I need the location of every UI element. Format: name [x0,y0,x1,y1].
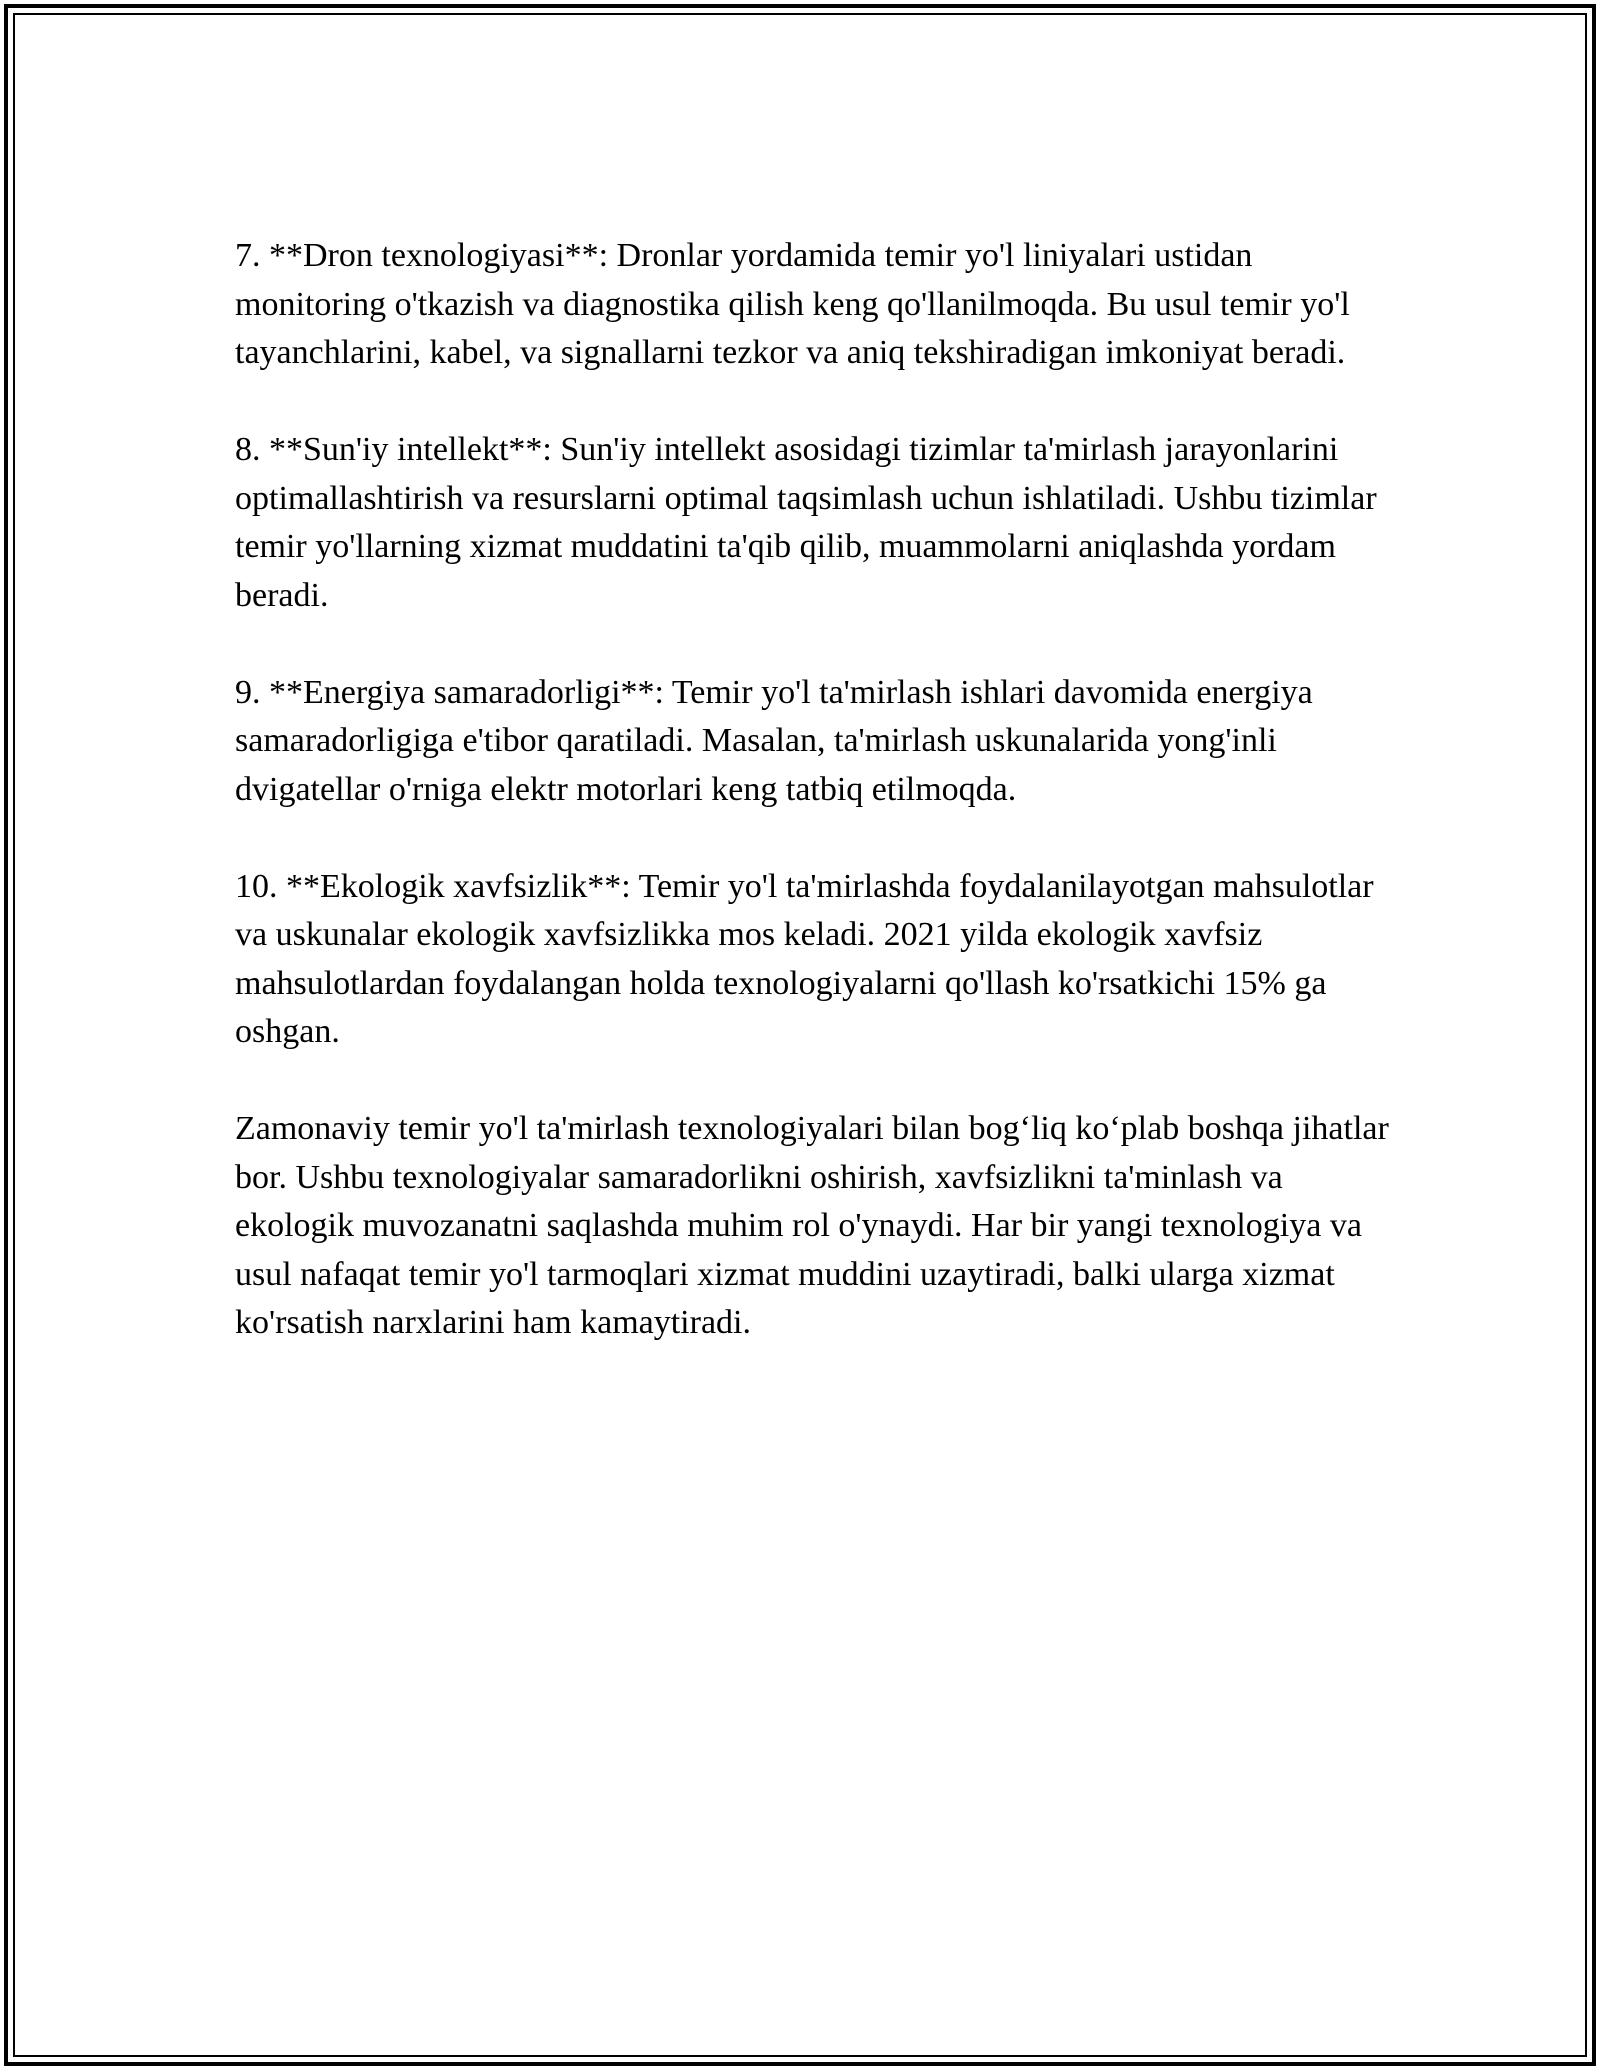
paragraph-conclusion: Zamonaviy temir yo'l ta'mirlash texnologiyalari bilan bog‘liq ko‘plab boshqa jihatlar bor. Ushbu texnologiyalar samaradorlikni oshirish, xavfsizlikni ta'minlash va ekologik muvozanatni saqlashda muhim rol o'ynaydi. Har bir yangi texnologiya va usul nafaqat temir yo'l tarmoqlari xizmat muddini uzaytiradi, balki ularga xizmat ko'rsatish narxlarini ham kamaytiradi. [235,1110,1389,1341]
paragraph-dron-texnologiyasi: 7. **Dron texnologiyasi**: Dronlar yordamida temir yo'l liniyalari ustidan monitoring o'tkazish va diagnostika qilish keng qo'llanilmoqda. Bu usul temir yo'l tayanchlarini, kabel, va signallarni tezkor va aniq tekshiradigan imkoniyat beradi. [235,237,1350,371]
paragraph-energiya-samaradorligi: 9. **Energiya samaradorligi**: Temir yo'l ta'mirlash ishlari davomida energiya samaradorligiga e'tibor qaratiladi. Masalan, ta'mirlash uskunalarida yong'inli dvigatellar o'rniga elektr motorlari keng tatbiq etilmoqda. [235,673,1313,808]
paragraph-suniy-intellekt: 8. **Sun'iy intellekt**: Sun'iy intellekt asosidagi tizimlar ta'mirlash jarayonlarini optimallashtirish va resurslarni optimal taqsimlash uchun ishlatiladi. Ushbu tizimlar temir yo'llarning xizmat muddatini ta'qib qilib, muammolarni aniqlashda yordam beradi. [235,431,1377,614]
paragraph-ekologik-xavfsizlik: 10. **Ekologik xavfsizlik**: Temir yo'l ta'mirlashda foydalanilayotgan mahsulotlar va uskunalar ekologik xavfsizlikka mos keladi. 2021 yilda ekologik xavfsiz mahsulotlardan foydalangan holda texnologiyalarni qo'llash ko'rsatkichi 15% ga oshgan. [235,867,1374,1050]
document-body [235,232,1395,1396]
